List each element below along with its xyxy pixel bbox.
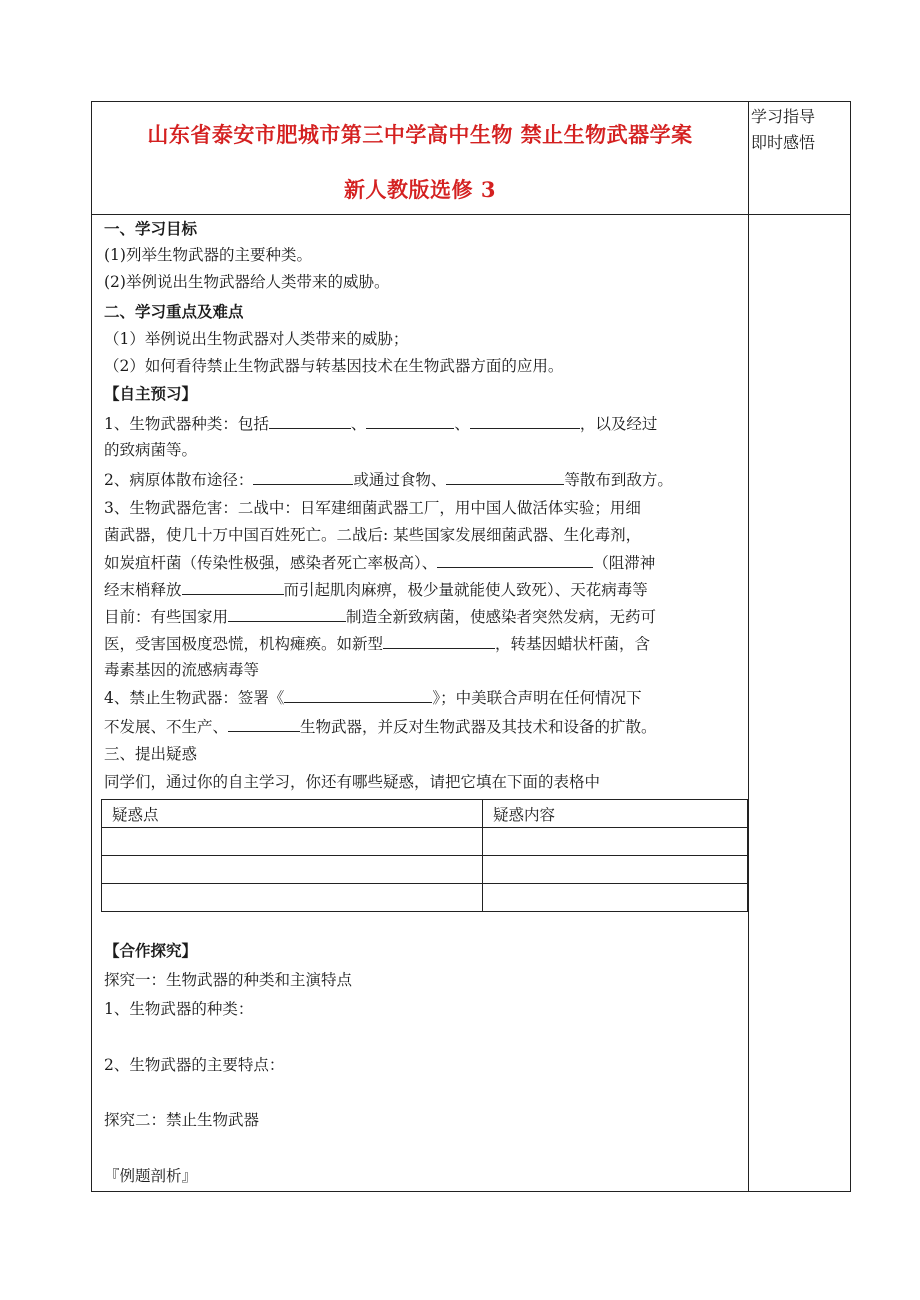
preview-q3-line6: 医，受害国极度恐慌，机构瘫痪。如新型 ，转基因蜡状杆菌，含 (104, 632, 650, 655)
preview-q1-cont: 的致病菌等。 (104, 441, 198, 459)
preview-q2: 2、病原体散布途径： 或通过食物、 等散布到敌方。 (104, 468, 673, 491)
table-cell[interactable] (483, 884, 748, 912)
table-cell[interactable] (102, 856, 483, 884)
fill-blank[interactable] (383, 632, 495, 649)
table-row (102, 828, 748, 856)
explore-part1-q1: 1、生物武器的种类： (104, 1000, 254, 1018)
key-point-2: （2）如何看待禁止生物武器与转基因技术在生物武器方面的应用。 (104, 357, 564, 375)
side-label-insight: 即时感悟 (751, 133, 816, 152)
page-title-line1: 山东省泰安市肥城市第三中学高中生物 禁止生物武器学案 (147, 122, 693, 147)
table-header-doubt-point: 疑惑点 (102, 800, 483, 828)
preview-q4-line1: 4、禁止生物武器：签署《 》；中美联合声明在任何情况下 (104, 686, 642, 709)
column-divider (748, 102, 749, 1191)
fill-blank[interactable] (446, 468, 564, 485)
preview-q4-line2: 不发展、不生产、 生物武器，并反对生物武器及其技术和设备的扩散。 (104, 715, 657, 738)
page-title-line2: 新人教版选修 3 (344, 177, 496, 202)
key-point-1: （1）举例说出生物武器对人类带来的威胁； (104, 330, 409, 348)
fill-blank[interactable] (366, 412, 454, 429)
fill-blank[interactable] (253, 468, 353, 485)
fill-blank[interactable] (228, 605, 346, 622)
fill-blank[interactable] (470, 412, 580, 429)
explore-part1: 探究一：生物武器的种类和主演特点 (104, 971, 353, 989)
table-row (102, 884, 748, 912)
preview-q3-line1: 3、生物武器危害：二战中：日军建细菌武器工厂，用中国人做活体实验；用细 (104, 499, 641, 517)
preview-q3-line3: 如炭疽杆菌（传染性极强，感染者死亡率极高）、 （阻滞神 (104, 551, 655, 574)
table-header-row (102, 800, 748, 828)
fill-blank[interactable] (284, 686, 432, 703)
fill-blank[interactable] (437, 551, 593, 568)
section3-intro: 同学们，通过你的自主学习，你还有哪些疑惑，请把它填在下面的表格中 (104, 773, 601, 791)
preview-q1: 1、生物武器种类：包括 、 、 ，以及经过 (104, 412, 657, 435)
explore-part2: 探究二：禁止生物武器 (104, 1111, 260, 1129)
explore-part1-q2: 2、生物武器的主要特点： (104, 1056, 285, 1074)
table-cell[interactable] (483, 856, 748, 884)
preview-heading: 【自主预习】 (104, 384, 198, 403)
preview-q3-line4: 经末梢释放 而引起肌肉麻痹，极少量就能使人致死）、天花病毒等 (104, 578, 648, 601)
side-column-header (749, 104, 851, 156)
preview-q3-line5: 目前：有些国家用 制造全新致病菌，使感染者突然发病，无药可 (104, 605, 656, 628)
objective-2: (2)举例说出生物武器给人类带来的威胁。 (104, 273, 390, 291)
table-header-doubt-content: 疑惑内容 (483, 800, 748, 828)
table-cell[interactable] (102, 884, 483, 912)
table-cell[interactable] (483, 828, 748, 856)
worksheet-frame (91, 101, 851, 1192)
table-cell[interactable] (102, 828, 483, 856)
fill-blank[interactable] (182, 578, 284, 595)
section3-heading: 三、提出疑惑 (104, 745, 198, 763)
doubt-table (101, 799, 748, 912)
preview-q3-line2: 菌武器，使几十万中国百姓死亡。二战后: 某些国家发展细菌武器、生化毒剂， (104, 526, 642, 544)
explore-heading: 【合作探究】 (104, 941, 198, 960)
section1-heading: 一、学习目标 (104, 219, 198, 238)
fill-blank[interactable] (228, 715, 300, 732)
table-row (102, 856, 748, 884)
preview-q3-line7: 毒素基因的流感病毒等 (104, 661, 260, 679)
objective-1: (1)列举生物武器的主要种类。 (104, 246, 312, 264)
section2-heading: 二、学习重点及难点 (104, 302, 244, 321)
example-heading: 『例题剖析』 (104, 1167, 198, 1185)
header-divider (92, 214, 850, 215)
fill-blank[interactable] (269, 412, 351, 429)
side-label-guidance: 学习指导 (751, 107, 816, 126)
